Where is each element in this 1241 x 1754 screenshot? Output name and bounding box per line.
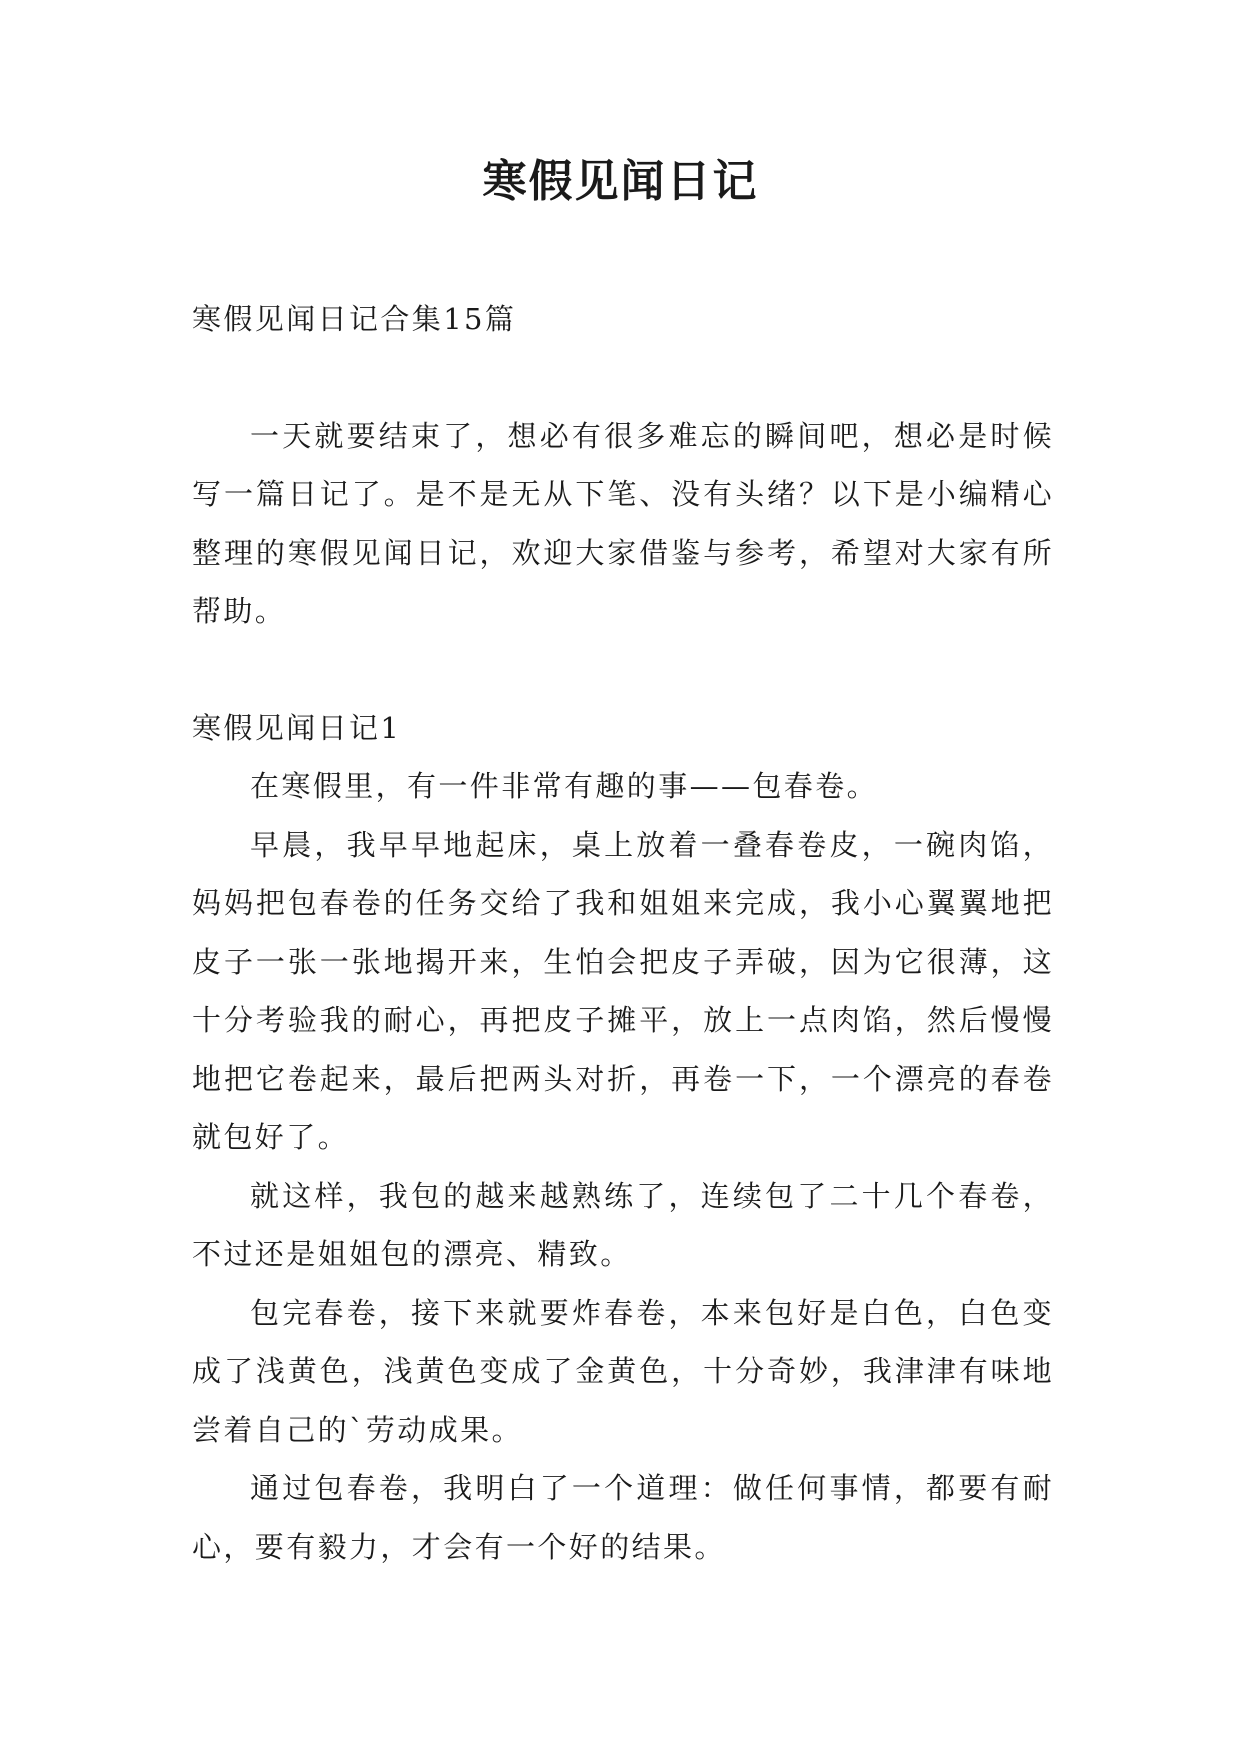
body-paragraph: 通过包春卷，我明白了一个道理：做任何事情，都要有耐心，要有毅力，才会有一个好的结果。 xyxy=(192,1471,1054,1564)
body-paragraph: 包完春卷，接下来就要炸春卷，本来包好是白色，白色变成了浅黄色，浅黄色变成了金黄色，十分奇妙，我津津有味地尝着自己的`劳动成果。 xyxy=(192,1295,1054,1447)
intro-paragraph: 一天就要结束了，想必有很多难忘的瞬间吧，想必是时候写一篇日记了。是不是无从下笔、没有头绪？以下是小编精心整理的寒假见闻日记，欢迎大家借鉴与参考，希望对大家有所帮助。 xyxy=(192,418,1054,628)
body-paragraph: 早晨，我早早地起床，桌上放着一叠春卷皮，一碗肉馅，妈妈把包春卷的任务交给了我和姐姐来完成，我小心翼翼地把皮子一张一张地揭开来，生怕会把皮子弄破，因为它很薄，这十分考验我的耐心，再把皮子摊平，放上一点肉馅，然后慢慢地把它卷起来，最后把两头对折，再卷一下，一个漂亮的春卷就包好了。 xyxy=(192,827,1054,1154)
document-title: 寒假见闻日记 xyxy=(482,156,759,207)
document-body xyxy=(192,290,1054,1576)
collection-subtitle: 寒假见闻日记合集15篇 xyxy=(192,302,517,336)
body-paragraph: 在寒假里，有一件非常有趣的事——包春卷。 xyxy=(250,769,879,803)
body-paragraph: 就这样，我包的越来越熟练了，连续包了二十几个春卷，不过还是姐姐包的漂亮、精致。 xyxy=(192,1178,1054,1271)
section-heading: 寒假见闻日记1 xyxy=(192,710,402,745)
